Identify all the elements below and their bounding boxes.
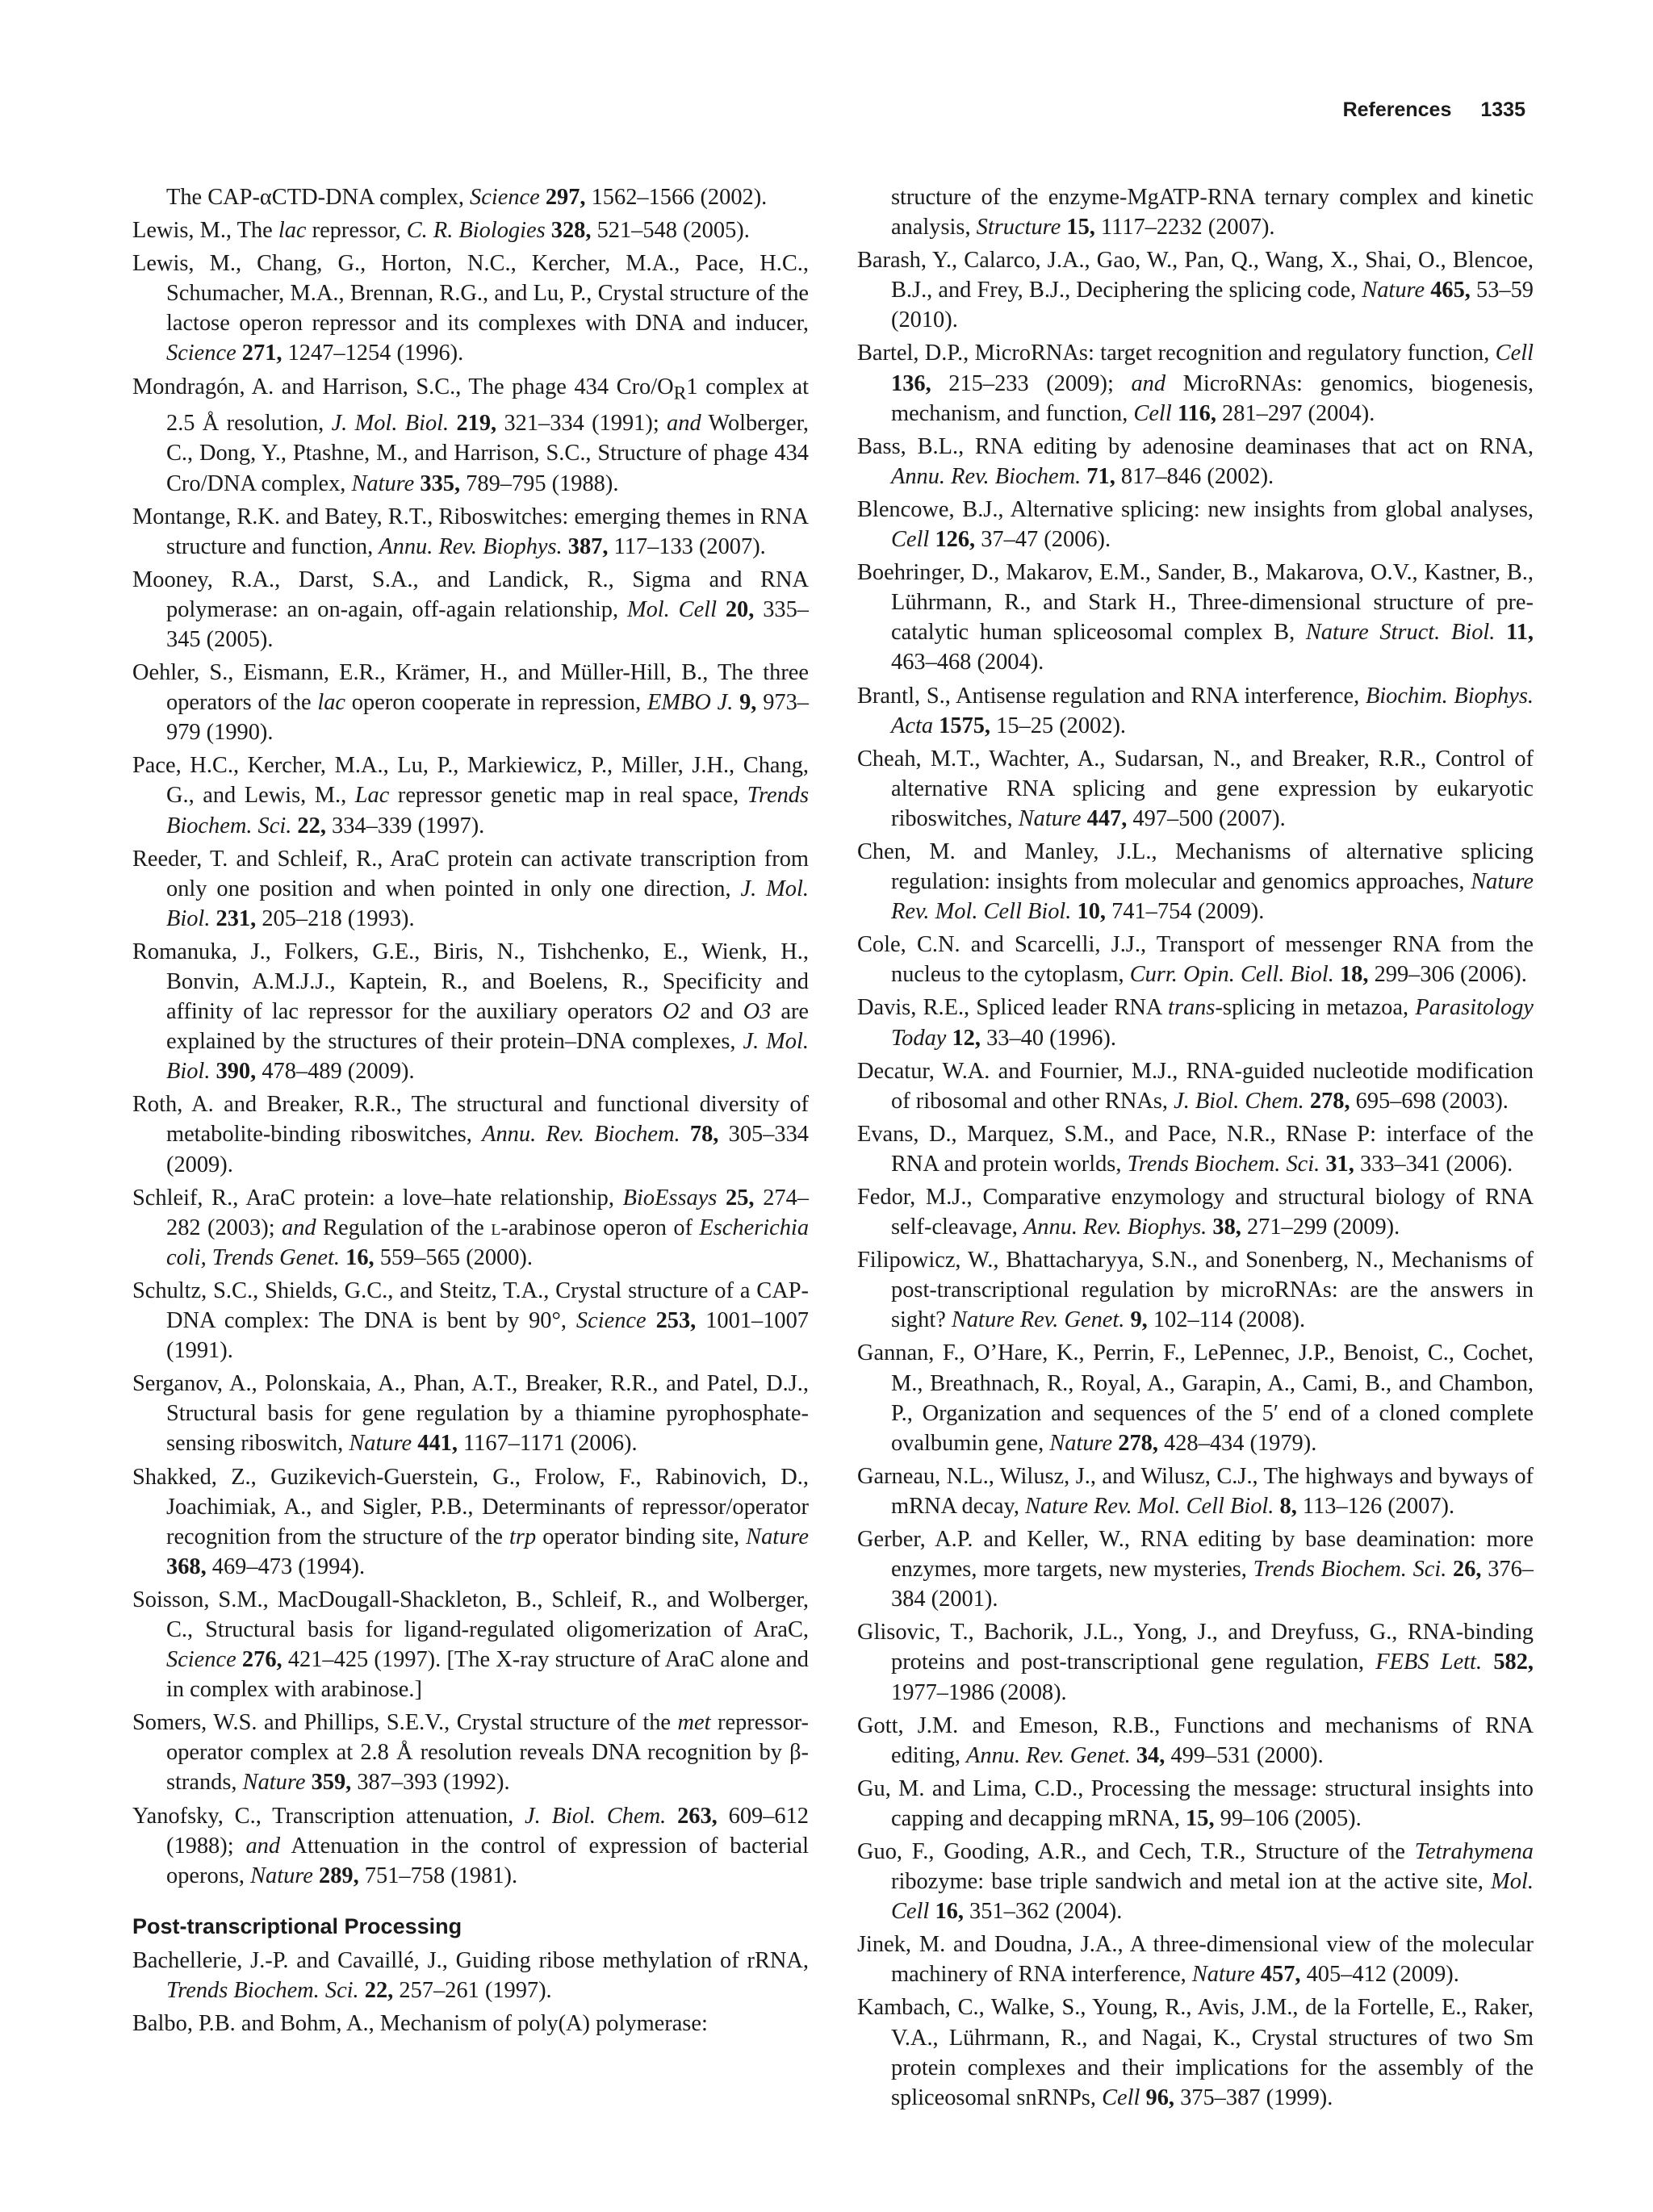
volume-number: 390, — [216, 1059, 257, 1085]
reference-entry: Gannan, F., O’Hare, K., Perrin, F., LePennec, J.P., Benoist, C., Cochet, M., Breathnach, R., Royal, A., Garapin, A., Cami, B., and Chambon, P., Organization and sequences of the 5′ end of a cloned complete ovalbumin gene, Nature 278, 428–434 (1979). — [857, 1340, 1534, 1456]
volume-number: 582, — [1493, 1650, 1534, 1675]
volume-number: 25, — [726, 1185, 755, 1211]
volume-number: 328, — [550, 218, 592, 244]
journal-name: Nature — [1362, 278, 1425, 303]
reference-entry: Guo, F., Gooding, A.R., and Cech, T.R., Structure of the Tetrahymena ribozyme: base triple sandwich and metal ion at the active site, Mol. Cell 16, 351–362 (2004). — [857, 1838, 1534, 1925]
reference-entry: Bartel, D.P., MicroRNAs: target recognition and regulatory function, Cell 136, 215–233 (2009); and MicroRNAs: genomics, biogenesis, mechanism, and function, Cell 116, 281–297 (2004). — [857, 341, 1534, 426]
journal-name: Nature Struct. Biol. — [1305, 620, 1496, 646]
journal-name: Mol. Cell — [626, 596, 717, 622]
volume-number: 16, — [345, 1244, 375, 1270]
volume-number: 31, — [1325, 1151, 1354, 1177]
journal-name: FEBS Lett. — [1375, 1650, 1483, 1675]
reference-entry: Oehler, S., Eismann, E.R., Krämer, H., and Müller-Hill, B., The three operators of the lac operon cooperate in repression, EMBO J. 9, 973–979 (1990). — [132, 660, 809, 746]
volume-number: 263, — [677, 1803, 718, 1829]
reference-continuation: The CAP-αCTD-DNA complex, Science 297, 1562–1566 (2002). — [166, 185, 768, 210]
right-column — [857, 182, 1534, 2116]
volume-number: 1575, — [939, 713, 991, 738]
reference-entry: Montange, R.K. and Batey, R.T., Riboswitches: emerging themes in RNA structure and function, Annu. Rev. Biophys. 387, 117–133 (2007). — [132, 504, 809, 559]
journal-name: Science — [166, 341, 236, 366]
journal-name: Nature — [349, 1431, 412, 1457]
journal-name: Nature — [242, 1770, 306, 1796]
volume-number: 253, — [655, 1308, 697, 1334]
volume-number: 359, — [311, 1770, 352, 1796]
journal-name: J. Mol. Biol. — [166, 1029, 809, 1085]
reference-entry: Bass, B.L., RNA editing by adenosine deaminases that act on RNA, Annu. Rev. Biochem. 71, 817–846 (2002). — [857, 433, 1534, 489]
journal-name: Annu. Rev. Biophys. — [1023, 1215, 1207, 1240]
volume-number: 71, — [1086, 463, 1115, 489]
journal-name: Cell — [1102, 2084, 1140, 2110]
journal-name: C. R. Biologies — [406, 218, 546, 244]
reference-entry: Roth, A. and Breaker, R.R., The structural and functional diversity of metabolite-binding riboswitches, Annu. Rev. Biochem. 78, 305–334 (2009). — [132, 1092, 809, 1177]
journal-name: J. Mol. Biol. — [166, 876, 809, 931]
running-head: References — [1342, 98, 1452, 121]
volume-number: 335, — [420, 470, 461, 496]
journal-name: J. Mol. Biol. — [331, 411, 450, 437]
reference-entry: Boehringer, D., Makarov, E.M., Sander, B., Makarova, O.V., Kastner, B., Lührmann, R., and Stark H., Three-dimensional structure of pre-catalytic human spliceosomal complex B, Nature Struct. Biol. 11, 463–468 (2004). — [857, 560, 1534, 675]
journal-name: Science — [470, 185, 540, 210]
volume-number: 8, — [1279, 1493, 1297, 1519]
reference-entry: Romanuka, J., Folkers, G.E., Biris, N., Tishchenko, E., Wienk, H., Bonvin, A.M.J.J., Kaptein, R., and Boelens, R., Specificity and affinity of lac repressor for the auxiliary operators O2 and O3 are explained by the structures of their protein–DNA complexes, J. Mol. Biol. 390, 478–489 (2009). — [132, 939, 810, 1085]
journal-name: Nature — [1018, 805, 1082, 831]
volume-number: 457, — [1260, 1962, 1301, 1988]
reference-entry: Brantl, S., Antisense regulation and RNA interference, Biochim. Biophys. Acta 1575, 15–25 (2002). — [857, 683, 1534, 738]
volume-number: 441, — [417, 1431, 458, 1457]
reference-entry: Evans, D., Marquez, S.M., and Pace, N.R., RNase P: interface of the RNA and protein worlds, Trends Biochem. Sci. 31, 333–341 (2006). — [857, 1121, 1534, 1177]
journal-name: Cell — [891, 527, 930, 553]
reference-entry: Filipowicz, W., Bhattacharyya, S.N., and Sonenberg, N., Mechanisms of post-transcriptional regulation by microRNAs: are the answers in sight? Nature Rev. Genet. 9, 102–114 (2008). — [857, 1248, 1534, 1333]
volume-number: 18, — [1339, 962, 1369, 988]
volume-number: 11, — [1506, 620, 1534, 646]
reference-entry: Mondragón, A. and Harrison, S.C., The phage 434 Cro/$O_R1$ complex at 2.5 Å resolution, J. Mol. Biol. 219, 321–334 (1991); and Wolberger, C., Dong, Y., Ptashne, M., and Harrison, S.C., Structure of phage 434 Cro/DNA complex, Nature 335, 789–795 (1988). — [132, 374, 809, 496]
journal-name: Trends Biochem. Sci. — [166, 783, 810, 838]
volume-number: 9, — [1130, 1307, 1148, 1333]
journal-name: J. Biol. Chem. — [1174, 1088, 1304, 1114]
journal-name: Nature Rev. Mol. Cell Biol. — [1025, 1493, 1274, 1519]
reference-entry: Barash, Y., Calarco, J.A., Gao, W., Pan, Q., Wang, X., Shai, O., Blencoe, B.J., and Frey, B.J., Deciphering the splicing code, Nature 465, 53–59 (2010). — [857, 248, 1534, 333]
journal-name: BioEssays — [622, 1185, 718, 1211]
reference-entry: Fedor, M.J., Comparative enzymology and structural biology of RNA self-cleavage, Annu. Rev. Biophys. 38, 271–299 (2009). — [857, 1185, 1534, 1240]
reference-entry: Mooney, R.A., Darst, S.A., and Landick, R., Sigma and RNA polymerase: an on-again, off-again relationship, Mol. Cell 20, 335–345 (2005). — [132, 567, 809, 652]
journal-name: Nature Rev. Genet. — [951, 1307, 1125, 1333]
reference-entry: Somers, W.S. and Phillips, S.E.V., Crystal structure of the met repressor-operator complex at 2.8 Å resolution reveals DNA recognition by β-strands, Nature 359, 387–393 (1992). — [132, 1710, 809, 1796]
volume-number: 465, — [1430, 278, 1471, 303]
journal-name: Science — [575, 1308, 647, 1334]
journal-name: Nature — [1191, 1962, 1255, 1988]
journal-name: Structure — [976, 215, 1061, 240]
journal-name: J. Biol. Chem. — [525, 1803, 667, 1829]
reference-entry: Shakked, Z., Guzikevich-Guerstein, G., Frolow, F., Rabinovich, D., Joachimiak, A., and Sigler, P.B., Determinants of repressor/operator recognition from the structure of the trp operator binding site, Nature 368, 469–473 (1994). — [132, 1464, 809, 1579]
reference-entry: Pace, H.C., Kercher, M.A., Lu, P., Markiewicz, P., Miller, J.H., Chang, G., and Lewis, M., Lac repressor genetic map in real space, Trends Biochem. Sci. 22, 334–339 (1997). — [132, 753, 810, 838]
volume-number: 278, — [1309, 1088, 1350, 1114]
journal-name: Trends Biochem. Sci. — [166, 1977, 359, 2003]
volume-number: 12, — [952, 1025, 981, 1051]
journal-name: Annu. Rev. Biophys. — [379, 533, 563, 559]
journal-name: Trends Biochem. Sci. — [1127, 1151, 1320, 1177]
reference-entry: Jinek, M. and Doudna, J.A., A three-dimensional view of the molecular machinery of RNA interference, Nature 457, 405–412 (2009). — [857, 1932, 1534, 1988]
volume-number: 387, — [567, 533, 609, 559]
reference-entry: Yanofsky, C., Transcription attenuation, J. Biol. Chem. 263, 609–612 (1988); and Attenuation in the control of expression of bacterial operons, Nature 289, 751–758 (1981). — [132, 1803, 809, 1888]
journal-name: Parasitology Today — [891, 995, 1534, 1051]
reference-entry: Soisson, S.M., MacDougall-Shackleton, B., Schleif, R., and Wolberger, C., Structural basis for ligand-regulated oligomerization of AraC, Science 276, 421–425 (1997). [The X-ray structure of AraC alone and in complex with arabinose.] — [132, 1587, 809, 1703]
volume-number: 20, — [725, 596, 755, 622]
section-heading: Post-transcriptional Processing — [132, 1913, 462, 1938]
journal-name: Nature — [1049, 1430, 1113, 1456]
reference-entry: Schultz, S.C., Shields, G.C., and Steitz, T.A., Crystal structure of a CAP-DNA complex: The DNA is bent by 90°, Science 253, 1001–1007 (1991). — [132, 1277, 809, 1364]
page-header — [1343, 98, 1525, 122]
left-column — [132, 182, 809, 2042]
reference-entry: Serganov, A., Polonskaia, A., Phan, A.T., Breaker, R.R., and Patel, D.J., Structural basis for gene regulation by a thiamine pyrophosphate-sensing riboswitch, Nature 441, 1167–1171 (2006). — [132, 1371, 809, 1457]
volume-number: 447, — [1086, 805, 1128, 831]
volume-number: 38, — [1212, 1215, 1241, 1240]
volume-number: 16, — [935, 1899, 964, 1925]
journal-name: Nature — [746, 1524, 809, 1549]
journal-name: EMBO J. — [647, 690, 734, 716]
reference-entry: Garneau, N.L., Wilusz, J., and Wilusz, C.J., The highways and byways of mRNA decay, Nature Rev. Mol. Cell Biol. 8, 113–126 (2007). — [857, 1463, 1534, 1519]
volume-number: 34, — [1136, 1742, 1165, 1768]
volume-number: 26, — [1453, 1557, 1482, 1583]
volume-number: 96, — [1145, 2084, 1174, 2110]
reference-entry: Blencowe, B.J., Alternative splicing: new insights from global analyses, Cell 126, 37–47 (2006). — [857, 496, 1534, 553]
journal-name: Science — [166, 1647, 236, 1673]
reference-continuation: structure of the enzyme-MgATP-RNA ternary complex and kinetic analysis, Structure 15, 1117–2232 (2007). — [891, 185, 1534, 240]
journal-name: Trends Biochem. Sci. — [1253, 1557, 1447, 1583]
volume-number: 22, — [297, 813, 326, 838]
reference-entry: Gu, M. and Lima, C.D., Processing the message: structural insights into capping and decapping mRNA, 15, 99–106 (2005). — [857, 1775, 1534, 1831]
journal-name: Curr. Opin. Cell. Biol. — [1129, 962, 1334, 988]
journal-name: Nature Rev. Mol. Cell Biol. — [891, 869, 1534, 925]
journal-name: Annu. Rev. Biochem. — [891, 463, 1082, 489]
journal-name: Annu. Rev. Genet. — [966, 1742, 1131, 1768]
volume-number: 297, — [545, 185, 586, 210]
volume-number: 116, — [1177, 400, 1216, 426]
journal-name: Escherichia coli, Trends Genet. — [166, 1215, 810, 1270]
volume-number: 368, — [166, 1553, 207, 1579]
volume-number: 22, — [364, 1977, 394, 2003]
reference-entry: Cole, C.N. and Scarcelli, J.J., Transport of messenger RNA from the nucleus to the cytoplasm, Curr. Opin. Cell. Biol. 18, 299–306 (2006). — [857, 932, 1534, 988]
volume-number: 10, — [1077, 899, 1106, 925]
volume-number: 289, — [319, 1863, 359, 1888]
reference-entry: Schleif, R., AraC protein: a love–hate relationship, BioEssays 25, 274–282 (2003); and Regulation of the l-arabinose operon of Escherichia coli, Trends Genet. 16, 559–565 (2000). — [132, 1185, 810, 1270]
reference-entry: Balbo, P.B. and Bohm, A., Mechanism of poly(A) polymerase: — [132, 2011, 708, 2037]
reference-entry: Cheah, M.T., Wachter, A., Sudarsan, N., and Breaker, R.R., Control of alternative RNA splicing and gene expression by eukaryotic riboswitches, Nature 447, 497–500 (2007). — [857, 746, 1534, 831]
volume-number: 136, — [891, 370, 931, 396]
volume-number: 231, — [216, 905, 257, 931]
journal-name: Nature — [250, 1863, 313, 1888]
volume-number: 219, — [456, 411, 497, 437]
reference-entry: Gott, J.M. and Emeson, R.B., Functions and mechanisms of RNA editing, Annu. Rev. Genet. 34, 499–531 (2000). — [857, 1712, 1534, 1768]
volume-number: 9, — [739, 690, 757, 716]
reference-entry: Glisovic, T., Bachorik, J.L., Yong, J., and Dreyfuss, G., RNA-binding proteins and post-transcriptional gene regulation, FEBS Lett. 582, 1977–1986 (2008). — [857, 1620, 1534, 1705]
reference-entry: Bachellerie, J.-P. and Cavaillé, J., Guiding ribose methylation of rRNA, Trends Biochem. Sci. 22, 257–261 (1997). — [132, 1947, 809, 2003]
volume-number: 278, — [1118, 1430, 1158, 1456]
volume-number: 78, — [689, 1122, 719, 1148]
journal-name: Annu. Rev. Biochem. — [482, 1122, 680, 1148]
reference-entry: Lewis, M., Chang, G., Horton, N.C., Kercher, M.A., Pace, H.C., Schumacher, M.A., Brennan, R.G., and Lu, P., Crystal structure of the lactose operon repressor and its complexes with DNA and inducer, Science 271, 1247–1254 (1996). — [132, 251, 809, 366]
journal-name: Mol. Cell — [891, 1869, 1534, 1925]
reference-entry: Gerber, A.P. and Keller, W., RNA editing by base deamination: more enzymes, more targets, new mysteries, Trends Biochem. Sci. 26, 376–384 (2001). — [857, 1527, 1534, 1612]
journal-name: Biochim. Biophys. Acta — [891, 683, 1534, 738]
volume-number: 15, — [1186, 1805, 1215, 1831]
journal-name: Nature — [351, 470, 415, 496]
reference-entry: Decatur, W.A. and Fournier, M.J., RNA-guided nucleotide modification of ribosomal and other RNAs, J. Biol. Chem. 278, 695–698 (2003). — [857, 1058, 1534, 1114]
volume-number: 276, — [241, 1647, 282, 1673]
journal-name: Cell — [1495, 341, 1534, 366]
journal-name: Cell — [1133, 400, 1172, 426]
reference-entry: Davis, R.E., Spliced leader RNA trans-splicing in metazoa, Parasitology Today 12, 33–40 (1996). — [857, 995, 1534, 1051]
page-number: 1335 — [1480, 98, 1525, 121]
volume-number: 126, — [935, 527, 976, 553]
volume-number: 15, — [1066, 215, 1095, 240]
reference-entry: Reeder, T. and Schleif, R., AraC protein can activate transcription from only one position and when pointed in only one direction, J. Mol. Biol. 231, 205–218 (1993). — [132, 846, 809, 931]
reference-entry: Lewis, M., The lac repressor, C. R. Biologies 328, 521–548 (2005). — [132, 218, 750, 244]
volume-number: 271, — [241, 341, 282, 366]
reference-entry: Kambach, C., Walke, S., Young, R., Avis, J.M., de la Fortelle, E., Raker, V.A., Lührmann, R., and Nagai, K., Crystal structures of two Sm protein complexes and their implications for the assembly of the spliceosomal snRNPs, Cell 96, 375–387 (1999). — [857, 1995, 1534, 2110]
reference-entry: Chen, M. and Manley, J.L., Mechanisms of alternative splicing regulation: insights from molecular and genomics approaches, Nature Rev. Mol. Cell Biol. 10, 741–754 (2009). — [857, 838, 1534, 925]
